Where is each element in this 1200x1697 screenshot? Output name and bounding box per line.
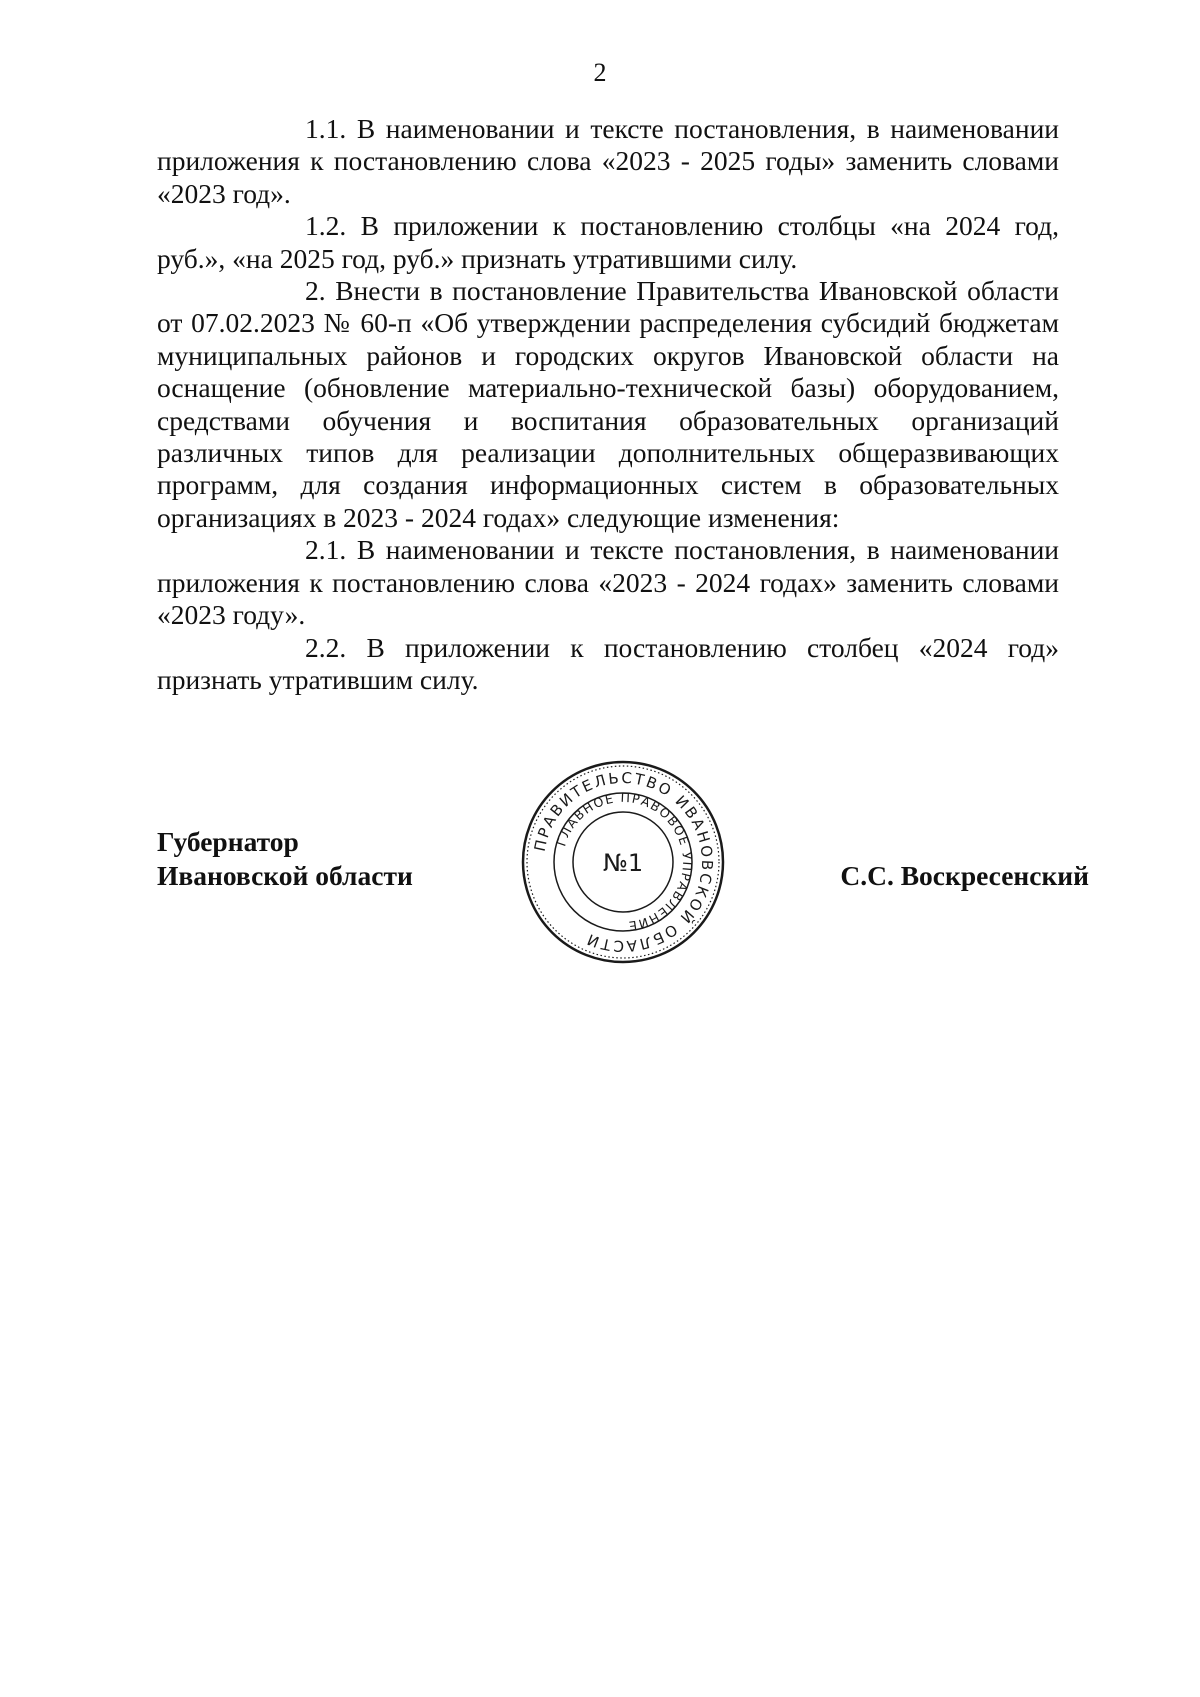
paragraph-2-2 xyxy=(157,632,1059,697)
seal-outer-text: ПРАВИТЕЛЬСТВО ИВАНОВСКОЙ ОБЛАСТИ xyxy=(530,768,717,956)
paragraph-number: 1.2. xyxy=(305,210,347,242)
signatory-position-line-1: Губернатор xyxy=(157,826,299,857)
paragraph-text: Внести в постановление Правительства Ивановской области от 07.02.2023 № 60-п «Об утверждении распределения субсидий бюджетам муниципальных районов и городских округов Ивановской области на оснащение (обновление материально-технической базы) оборудованием, средствами обучения и воспитания образовательных организаций различных типов для реализации дополнительных общеразвивающих программ, для создания информационных систем в образовательных организациях в 2023 - 2024 годах» следующие изменения: xyxy=(157,275,1060,533)
paragraph-text: В приложении к постановлению столбец «2024 год» признать утратившим силу. xyxy=(157,631,1059,695)
page-number: 2 xyxy=(593,58,607,87)
paragraph-number: 1.1. xyxy=(305,113,347,144)
signatory-position-line-2: Ивановской области xyxy=(157,860,413,891)
seal-inner-text: ГЛАВНОЕ ПРАВОВОЕ УПРАВЛЕНИЕ xyxy=(553,789,696,934)
signatory-name: С.С. Воскресенский xyxy=(840,860,1089,891)
paragraph-1-2 xyxy=(157,210,1059,275)
paragraph-number: 2. xyxy=(305,275,326,307)
paragraph-2 xyxy=(157,275,1059,534)
paragraph-1-1 xyxy=(157,113,1059,210)
document-body xyxy=(157,113,1059,696)
signatory-position xyxy=(157,825,413,893)
paragraph-number: 2.2. xyxy=(305,631,347,663)
seal-center-number: №1 xyxy=(602,849,644,877)
paragraph-text: В приложении к постановлению столбцы «на 2024 год, руб.», «на 2025 год, руб.» признать утратившими силу. xyxy=(157,210,1059,274)
paragraph-text: В наименовании и тексте постановления, в наименовании приложения к постановлению слова «2023 - 2024 годах» заменить словами «2023 году». xyxy=(157,534,1060,631)
paragraph-number: 2.1. xyxy=(305,534,347,566)
official-seal-stamp xyxy=(518,757,728,967)
paragraph-2-1 xyxy=(157,534,1059,631)
paragraph-text: В наименовании и тексте постановления, в наименовании приложения к постановлению слова «2023 - 2025 годы» заменить словами «2023 год». xyxy=(157,113,1060,209)
